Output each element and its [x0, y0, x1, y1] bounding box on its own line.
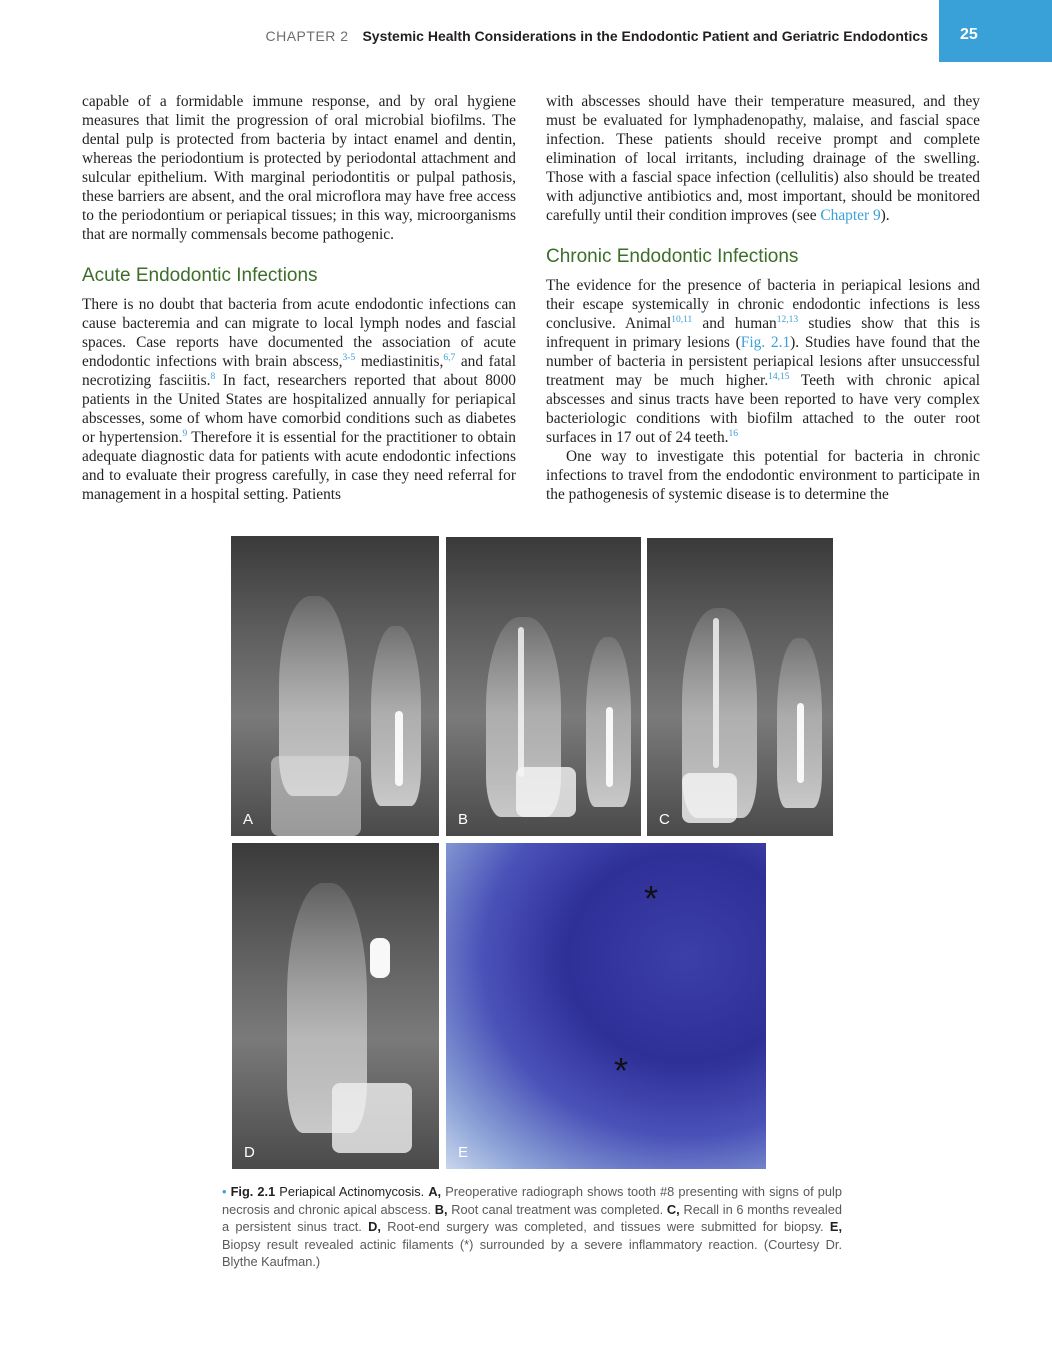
section-heading-chronic: Chronic Endodontic Infections: [546, 246, 799, 267]
citation-link[interactable]: 14,15: [768, 372, 790, 382]
running-header: [266, 28, 929, 44]
paragraph: The evidence for the presence of bacteria in periapical lesions and their escape systemically in chronic endodontic infections is less conclusive. Animal$^{10,11}$ and human$^{12,13}$ studies show that this is infrequent in primary lesions (Fig. 2.1). Studies have found that the number of bacteria in persistent periapical lesions after unsuccessful treatment may be much higher.$^{14,15}$ Teeth with chronic apical abscesses and sinus tracts have been reported to have very complex bacteriologic conditions with biofilm attached to the outer root surfaces in 17 out of 24 teeth.$^{16}$: [546, 277, 980, 446]
radiograph-panel-c: [647, 538, 833, 836]
citation-link[interactable]: 10,11: [671, 315, 693, 325]
page-number: 25: [960, 26, 978, 43]
citation-link[interactable]: 9: [182, 429, 188, 439]
chapter-link[interactable]: Chapter 9: [820, 207, 881, 224]
radiograph-panel-b: [446, 537, 641, 836]
figure-label: Fig. 2.1: [230, 1184, 276, 1199]
right-column: [546, 92, 980, 504]
citation-link[interactable]: 12,13: [776, 315, 799, 325]
caption-bullet: •: [222, 1184, 227, 1199]
page-number-box: [939, 0, 1052, 62]
figure-title: Periapical Actinomycosis.: [279, 1184, 425, 1199]
chapter-title: Systemic Health Considerations in the Endodontic Patient and Geriatric Endodontics: [362, 28, 928, 44]
paragraph: capable of a formidable immune response, and by oral hygiene measures that limit the progression of oral microbial biofilms. The dental pulp is protected from bacteria by intact enamel and dentin, whereas the periodontium is protected by periodontal attachment and sulcular epithelium. With marginal periodontitis or pulpal pathosis, these barriers are absent, and the oral microflora may have free access to the periodontium or periapical tissues; in this way, microorganisms that are normally commensals become pathogenic.: [82, 93, 516, 243]
citation-link[interactable]: 8: [210, 372, 216, 382]
panel-label: D: [244, 1144, 255, 1161]
panel-label: C: [659, 811, 670, 828]
asterisk-marker: *: [644, 878, 659, 919]
panel-label: E: [458, 1144, 469, 1161]
chapter-label: CHAPTER 2: [265, 28, 349, 44]
figure-caption: • Fig. 2.1 Periapical Actinomycosis. A, Preoperative radiograph shows tooth #8 presenting with signs of pulp necrosis and chronic apical abscess. B, Root canal treatment was completed. C, Recall in 6 months revealed a persistent sinus tract. D, Root-end surgery was completed, and tissues were submitted for biopsy. E, Biopsy result revealed actinic filaments (*) surrounded by a severe inflammatory reaction. (Courtesy Dr. Blythe Kaufman.): [222, 1184, 843, 1269]
panel-label: A: [243, 811, 254, 828]
radiograph-panel-d: [232, 843, 439, 1169]
paragraph: with abscesses should have their temperature measured, and they must be evaluated for lymphadenopathy, malaise, and fascial space infection. These patients should receive prompt and complete elimination of local irritants, including drainage of the swelling. Those with a fascial space infection (cellulitis) also should be treated with adjunctive antibiotics and, most important, should be monitored carefully until their condition improves (see Chapter 9).: [546, 93, 980, 224]
citation-link[interactable]: 3-5: [342, 353, 356, 363]
figure-link[interactable]: Fig. 2.1: [740, 334, 791, 351]
asterisk-marker: *: [614, 1050, 629, 1091]
left-column: [82, 92, 516, 504]
paragraph: One way to investigate this potential for bacteria in chronic infections to travel from the endodontic environment to participate in the pathogenesis of systemic disease is to determine the: [546, 448, 980, 503]
paragraph: There is no doubt that bacteria from acute endodontic infections can cause bacteremia and can migrate to local lymph nodes and fascial spaces. Case reports have documented the association of acute endodontic infections with brain abscess,$^{3-5}$ mediastinitis,$^{6,7}$ and fatal necrotizing fasciitis.$^8$ In fact, researchers reported that about 8000 patients in the United States are hospitalized annually for periapical abscesses, some of whom have comorbid conditions such as diabetes or hypertension.$^9$ Therefore it is essential for the practitioner to obtain adequate diagnostic data for patients with acute endodontic infections and to evaluate their progress carefully, in case they need referral for management in a hospital setting. Patients: [82, 296, 516, 503]
citation-link[interactable]: 16: [728, 429, 739, 439]
panel-label: B: [458, 811, 469, 828]
histology-panel-e: [446, 843, 766, 1169]
radiograph-panel-a: [231, 536, 439, 836]
section-heading-acute: Acute Endodontic Infections: [82, 265, 318, 286]
citation-link[interactable]: 6,7: [443, 353, 456, 363]
